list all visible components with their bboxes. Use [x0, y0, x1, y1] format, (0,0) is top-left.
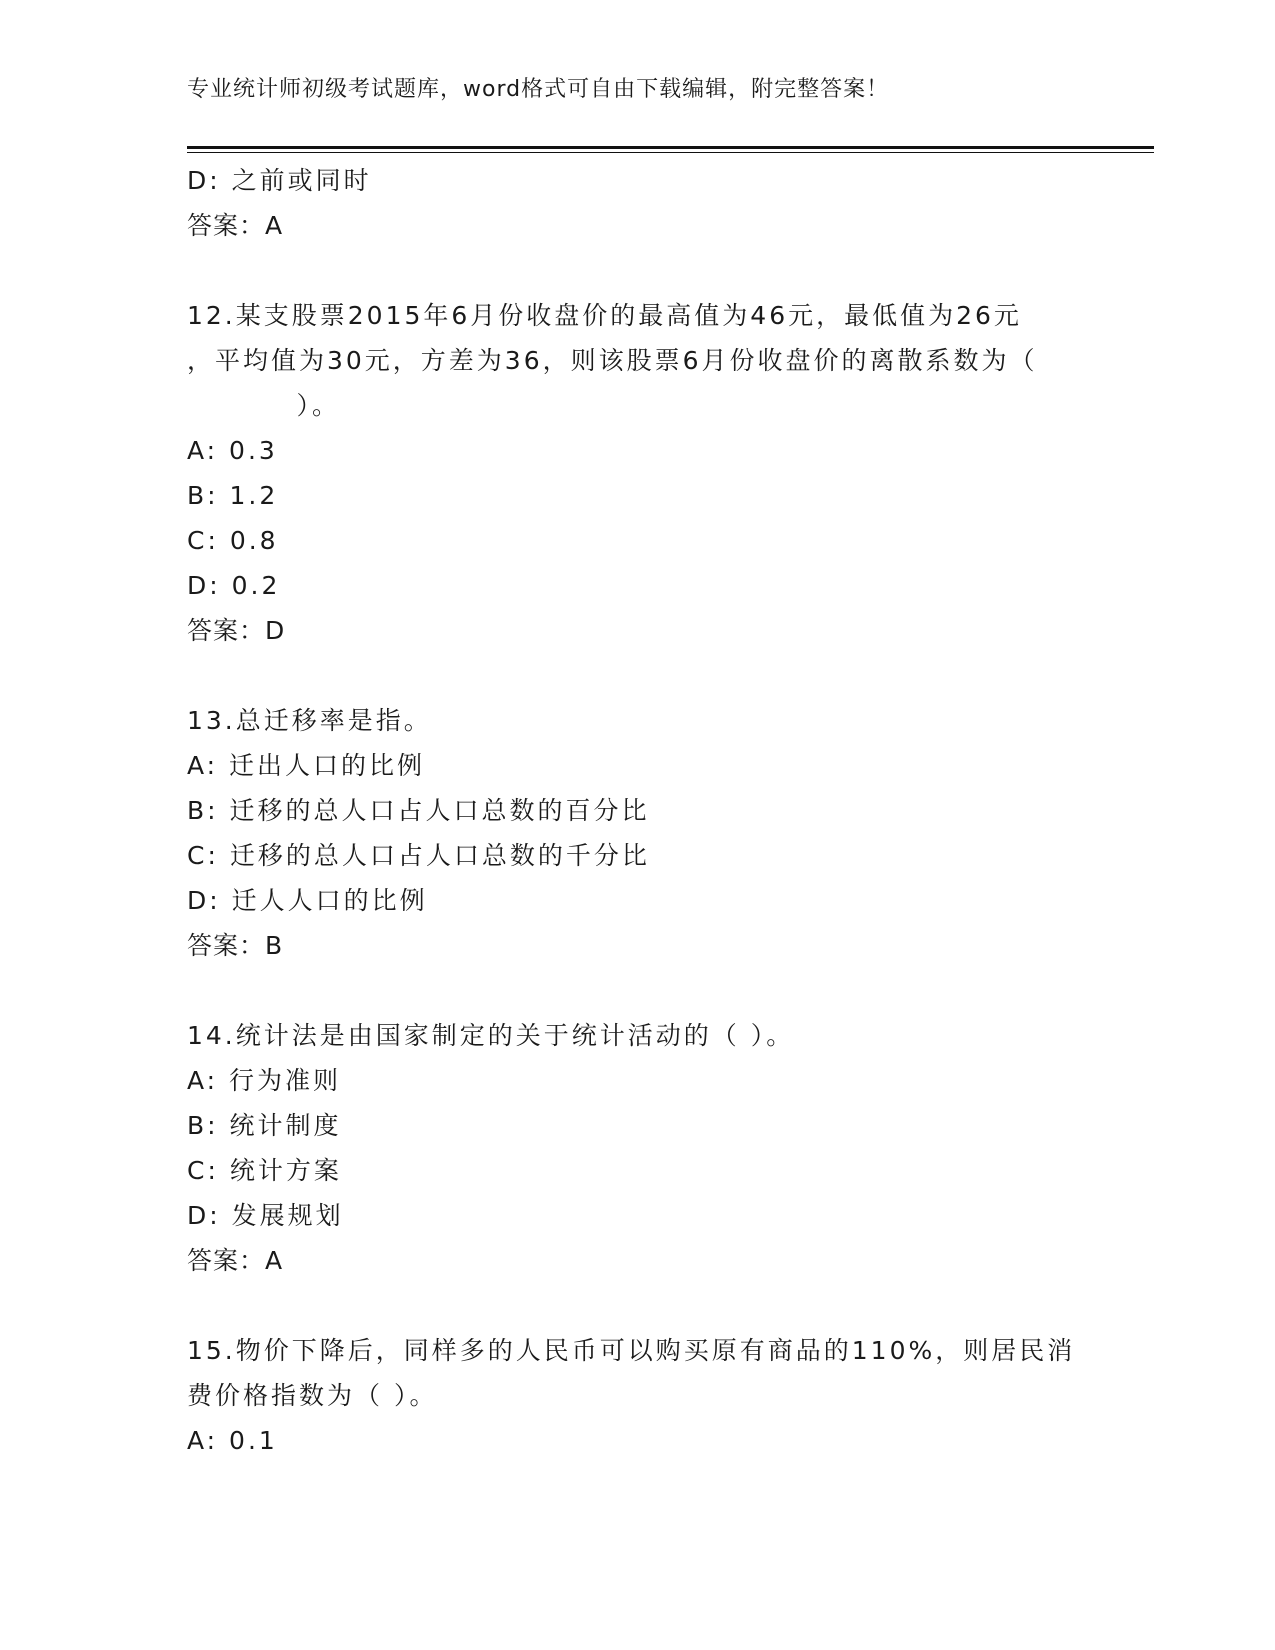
q13-answer: 答案：B	[187, 931, 284, 960]
q12-option-a: A: 0.3	[187, 436, 278, 465]
q12-stem-line3: ）。	[187, 391, 340, 420]
q14-option-c: C: 统计方案	[187, 1156, 342, 1185]
q15-option-a: A: 0.1	[187, 1426, 278, 1455]
q13-option-d: D: 迁人人口的比例	[187, 886, 428, 915]
q13-option-b: B: 迁移的总人口占人口总数的百分比	[187, 796, 650, 825]
q13-option-a: A: 迁出人口的比例	[187, 751, 426, 780]
q13-stem: 13.总迁移率是指。	[187, 706, 432, 735]
q12-option-d: D: 0.2	[187, 571, 281, 600]
q12-answer: 答案：D	[187, 616, 286, 645]
q14-option-a: A: 行为准则	[187, 1066, 342, 1095]
q15-stem-line1: 15.物价下降后，同样多的人民币可以购买原有商品的110%，则居民消	[187, 1336, 1076, 1365]
q11-option-d: D: 之前或同时	[187, 166, 372, 195]
page-header: 专业统计师初级考试题库，word格式可自由下载编辑，附完整答案！	[187, 77, 890, 102]
q15-stem-line2: 费价格指数为（ ）。	[187, 1381, 438, 1410]
question-content	[187, 158, 1087, 1463]
q14-option-b: B: 统计制度	[187, 1111, 342, 1140]
q12-option-b: B: 1.2	[187, 481, 279, 510]
q12-stem-line1: 12.某支股票2015年6月份收盘价的最高值为46元，最低值为26元	[187, 301, 1022, 330]
q12-option-c: C: 0.8	[187, 526, 279, 555]
q14-answer: 答案：A	[187, 1246, 284, 1275]
q14-option-d: D: 发展规划	[187, 1201, 344, 1230]
q13-option-c: C: 迁移的总人口占人口总数的千分比	[187, 841, 650, 870]
header-rule-thin	[187, 152, 1154, 153]
q11-answer: 答案：A	[187, 211, 284, 240]
q14-stem: 14.统计法是由国家制定的关于统计活动的（ ）。	[187, 1021, 795, 1050]
header-rule-thick	[187, 146, 1154, 149]
q12-stem-line2: ，平均值为30元，方差为36，则该股票6月份收盘价的离散系数为（	[187, 346, 1038, 375]
